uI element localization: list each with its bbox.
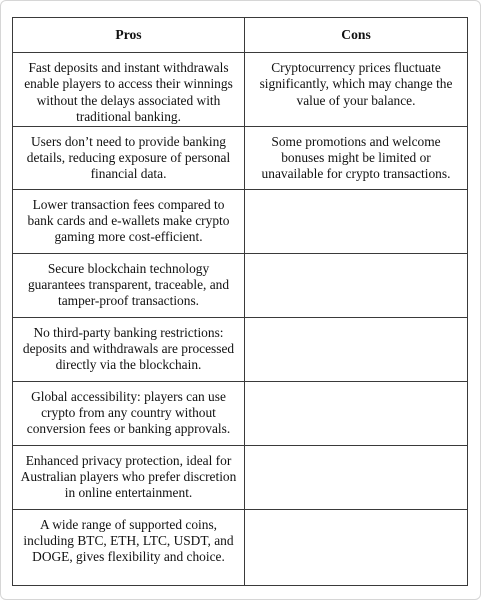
- cons-column-header: Cons: [245, 18, 468, 53]
- table-row: [13, 317, 468, 381]
- con-cell: [245, 509, 468, 585]
- table-row: [13, 253, 468, 317]
- pro-cell: Fast deposits and instant withdrawals enable players to access their winnings without the delays associated with traditional banking.: [13, 53, 245, 127]
- table-row: [13, 509, 468, 585]
- pro-cell: No third-party banking restrictions: deposits and withdrawals are processed directly via the blockchain.: [13, 317, 245, 381]
- con-cell: [245, 253, 468, 317]
- table-row: [13, 189, 468, 253]
- table-row: [13, 445, 468, 509]
- pro-cell: Secure blockchain technology guarantees transparent, traceable, and tamper-proof transactions.: [13, 253, 245, 317]
- pro-cell: Lower transaction fees compared to bank cards and e-wallets make crypto gaming more cost-efficient.: [13, 189, 245, 253]
- con-cell: [245, 445, 468, 509]
- con-cell: Some promotions and welcome bonuses might be limited or unavailable for crypto transactions.: [245, 126, 468, 189]
- table-header-row: [13, 18, 468, 53]
- pro-cell: Users don’t need to provide banking details, reducing exposure of personal financial data.: [13, 126, 245, 189]
- table-row: [13, 381, 468, 445]
- pros-column-header: Pros: [13, 18, 245, 53]
- table-row: [13, 126, 468, 189]
- pros-cons-table: [12, 17, 468, 586]
- con-cell: [245, 317, 468, 381]
- con-cell: [245, 189, 468, 253]
- pro-cell: A wide range of supported coins, including BTC, ETH, LTC, USDT, and DOGE, gives flexibility and choice.: [13, 509, 245, 585]
- pro-cell: Enhanced privacy protection, ideal for Australian players who prefer discretion in online entertainment.: [13, 445, 245, 509]
- con-cell: [245, 381, 468, 445]
- pro-cell: Global accessibility: players can use crypto from any country without conversion fees or banking approvals.: [13, 381, 245, 445]
- con-cell: Cryptocurrency prices fluctuate significantly, which may change the value of your balance.: [245, 53, 468, 127]
- table-row: [13, 53, 468, 127]
